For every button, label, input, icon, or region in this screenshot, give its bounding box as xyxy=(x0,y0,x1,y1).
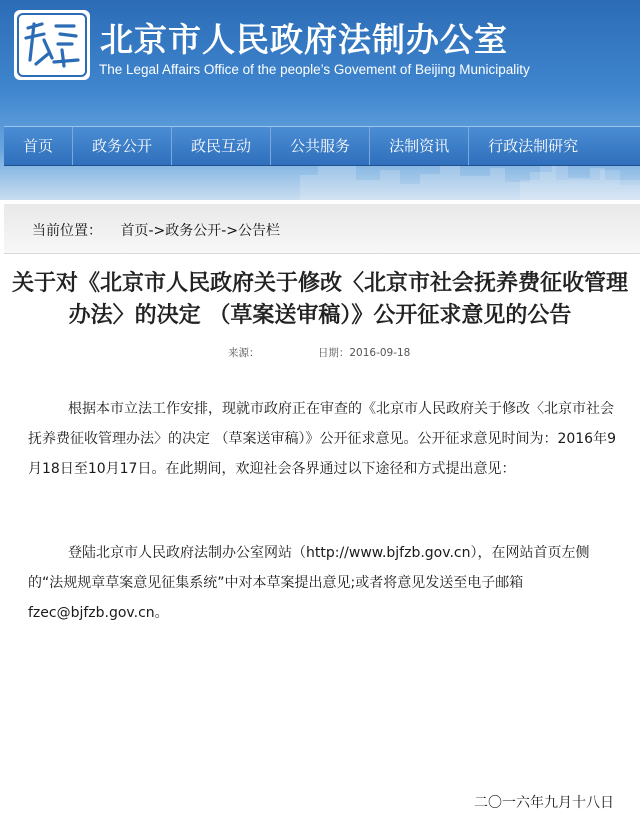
nav-item-public-interaction[interactable]: 政民互动 xyxy=(172,127,271,165)
source-label: 来源： xyxy=(228,347,260,359)
paragraph-2-text: 登陆北京市人民政府法制办公室网站（http://www.bjfzb.gov.cn），在网站首页左侧的“法规规章草案意见征集系统”中对本草案提出意见;或者将意见发送至电子邮箱fzec@bjfzb.gov.cn。 xyxy=(28,545,590,621)
breadcrumb-path[interactable]: 首页->政务公开->公告栏 xyxy=(120,223,281,239)
paragraph-1-text: 根据本市立法工作安排，现就市政府正在审查的《北京市人民政府关于修改〈北京市社会抚养费征收管理办法〉的决定 （草案送审稿）》公开征求意见。公开征求意见时间为：2016年9月18日至10月17日。在此期间，欢迎社会各界通过以下途径和方式提出意见： xyxy=(28,401,616,477)
signature-date: 二〇一六年九月十八日 xyxy=(474,795,614,811)
site-title: 北京市人民政府法制办公室 xyxy=(100,20,508,59)
nav-item-legal-news[interactable]: 法制资讯 xyxy=(370,127,469,165)
breadcrumb-bar xyxy=(4,204,640,254)
nav-item-legal-research[interactable]: 行政法制研究 xyxy=(488,137,579,155)
breadcrumb xyxy=(32,220,280,240)
main-nav xyxy=(4,126,640,166)
nav-item-public-services[interactable]: 公共服务 xyxy=(271,127,370,165)
article-paragraph-2 xyxy=(28,538,618,628)
nav-item-home[interactable]: 首页 xyxy=(4,127,73,165)
office-seal-icon xyxy=(14,10,90,80)
article-meta xyxy=(228,345,410,360)
site-logo[interactable] xyxy=(14,10,90,80)
site-subtitle: The Legal Affairs Office of the people’s Govement of Beijing Municipality xyxy=(99,62,530,77)
nav-item-government-affairs[interactable]: 政务公开 xyxy=(73,127,172,165)
date-label: 日期：2016-09-18 xyxy=(317,347,411,359)
site-header xyxy=(0,0,640,200)
breadcrumb-label: 当前位置： xyxy=(32,223,102,239)
article-title: 关于对《北京市人民政府关于修改〈北京市社会抚养费征收管理办法〉的决定 （草案送审稿）》公开征求意见的公告 xyxy=(11,271,628,328)
article-paragraph-1 xyxy=(28,394,618,484)
